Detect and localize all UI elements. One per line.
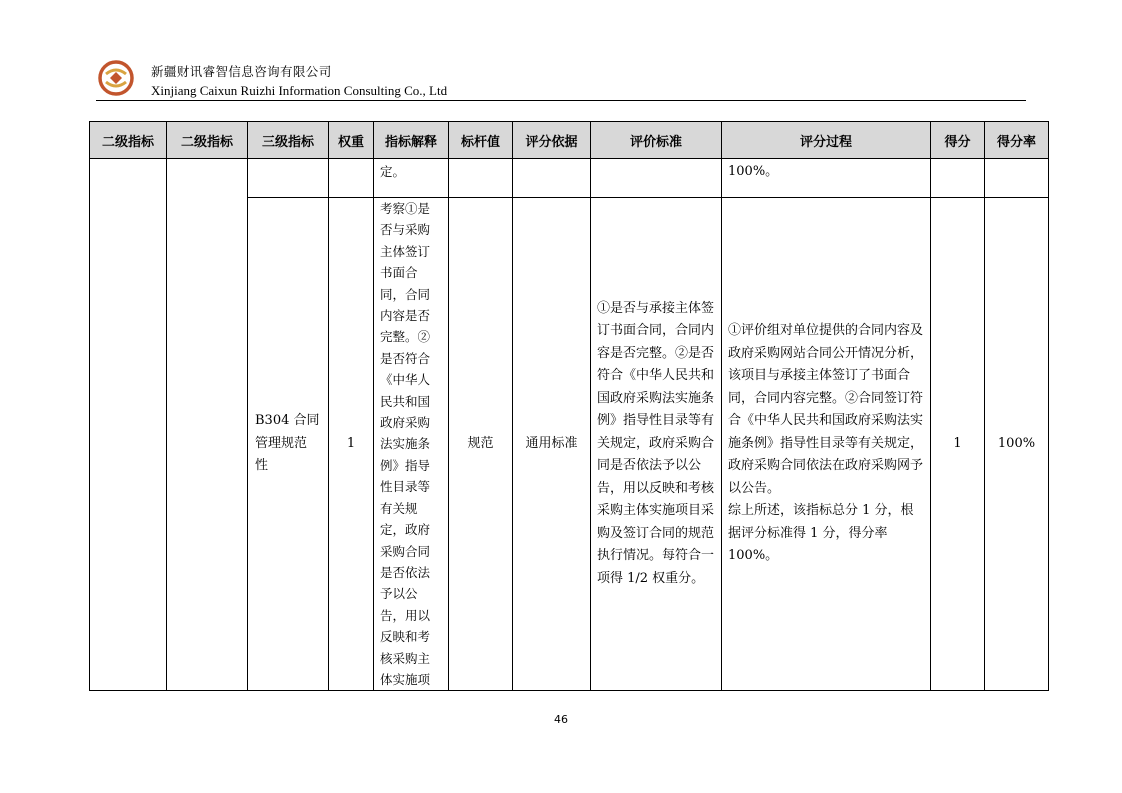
col-header-standard: 评价标准 — [591, 122, 722, 159]
cell-weight: 1 — [329, 198, 374, 691]
cell-score — [931, 159, 985, 198]
table-row — [90, 159, 1049, 198]
company-name-cn: 新疆财讯睿智信息咨询有限公司 — [151, 64, 332, 79]
cell-basis: 通用标准 — [513, 198, 591, 691]
cell-explanation: 考察①是 否与采购 主体签订 书面合 同，合同 内容是否 完整。② 是否符合 《中华人 民共和国 政府采购 法实施条 例》指导 性目录等 有关规 定，政府 采购合同 是否依法 予以公 告，用以 反映和考 核采购主 体实施项 — [374, 198, 449, 691]
cell-process: ①评价组对单位提供的合同内容及政府采购网站合同公开情况分析，该项目与承接主体签订了书面合同，合同内容完整。②合同签订符合《中华人民共和国政府采购法实施条例》指导性目录等有关规定，政府采购合同依法在政府采购网予以公告。 综上所述，该指标总分 1 分，根据评分标准得 1 分，得分率 100%。 — [722, 198, 931, 691]
col-header-basis: 评分依据 — [513, 122, 591, 159]
company-name-en: Xinjiang Caixun Ruizhi Information Consulting Co., Ltd — [151, 83, 448, 98]
col-header-score: 得分 — [931, 122, 985, 159]
cell-level3: B304 合同 管理规范 性 — [248, 198, 329, 691]
cell-standard — [591, 159, 722, 198]
cell-process: 100%。 — [722, 159, 931, 198]
cell-basis — [513, 159, 591, 198]
indicator-table — [89, 121, 1049, 691]
cell-score: 1 — [931, 198, 985, 691]
cell-rate: 100% — [985, 198, 1049, 691]
cell-standard: ①是否与承接主体签订书面合同，合同内容是否完整。②是否符合《中华人民共和国政府采购法实施条例》指导性目录等有关规定，政府采购合同是否依法予以公告，用以反映和考核采购主体实施项目采购及签订合同的规范执行情况。每符合一项得 1/2 权重分。 — [591, 198, 722, 691]
cell-benchmark: 规范 — [449, 198, 513, 691]
col-header-rate: 得分率 — [985, 122, 1049, 159]
col-header-explanation: 指标解释 — [374, 122, 449, 159]
header-divider — [96, 100, 1026, 101]
col-header-weight: 权重 — [329, 122, 374, 159]
page-number: 46 — [554, 713, 568, 726]
col-header-level3: 三级指标 — [248, 122, 329, 159]
company-logo — [96, 58, 136, 98]
col-header-benchmark: 标杆值 — [449, 122, 513, 159]
cell-level2-a — [90, 159, 167, 691]
cell-benchmark — [449, 159, 513, 198]
cell-weight — [329, 159, 374, 198]
cell-level2-b — [167, 159, 248, 691]
table-header-row — [90, 122, 1049, 159]
col-header-level2-b: 二级指标 — [167, 122, 248, 159]
cell-rate — [985, 159, 1049, 198]
col-header-process: 评分过程 — [722, 122, 931, 159]
cell-level3 — [248, 159, 329, 198]
col-header-level2-a: 二级指标 — [90, 122, 167, 159]
cell-explanation: 定。 — [374, 159, 449, 198]
